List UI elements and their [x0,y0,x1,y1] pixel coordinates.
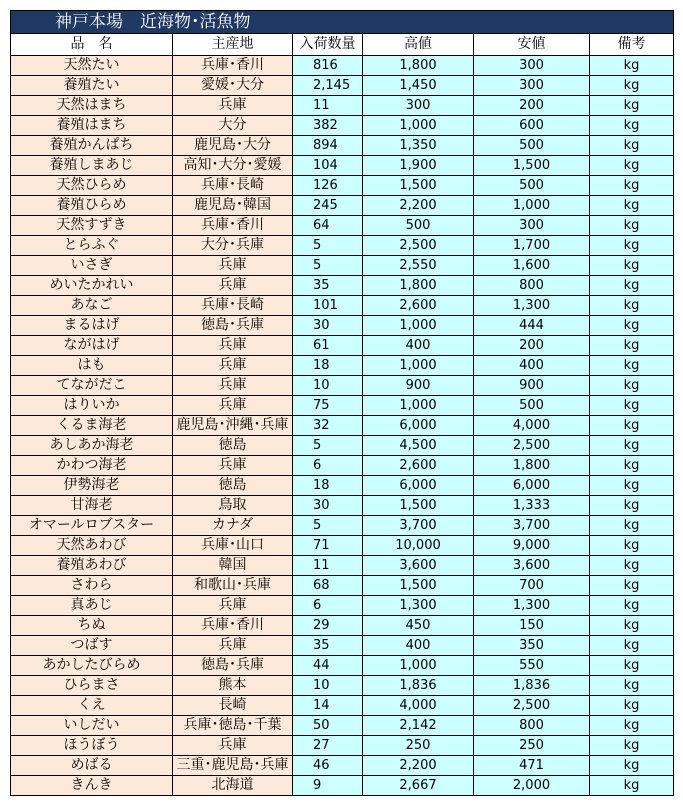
column-header-low-price: 安値 [474,34,590,56]
cell-note: kg [590,196,674,216]
cell-note: kg [590,256,674,276]
cell-low-price: 471 [474,756,590,776]
cell-item-name: はりいか [11,396,173,416]
cell-low-price: 1,836 [474,676,590,696]
table-row [11,556,674,576]
cell-item-name: さわら [11,576,173,596]
cell-high-price: 900 [363,376,474,396]
price-table [10,10,674,796]
cell-high-price: 1,900 [363,156,474,176]
cell-low-price: 1,300 [474,596,590,616]
cell-quantity: 104 [293,156,363,176]
cell-low-price: 3,600 [474,556,590,576]
cell-origin: 徳島･兵庫 [173,316,293,336]
cell-quantity: 5 [293,516,363,536]
cell-note: kg [590,636,674,656]
cell-item-name: 天然ひらめ [11,176,173,196]
cell-high-price: 4,500 [363,436,474,456]
cell-high-price: 6,000 [363,476,474,496]
table-row [11,116,674,136]
cell-quantity: 44 [293,656,363,676]
table-row [11,416,674,436]
cell-origin: 兵庫 [173,376,293,396]
table-row [11,96,674,116]
cell-origin: 兵庫 [173,256,293,276]
cell-high-price: 1,800 [363,56,474,76]
cell-low-price: 500 [474,176,590,196]
cell-high-price: 450 [363,616,474,636]
cell-quantity: 101 [293,296,363,316]
cell-note: kg [590,656,674,676]
cell-low-price: 1,333 [474,496,590,516]
cell-origin: 徳島 [173,436,293,456]
table-row [11,196,674,216]
table-row [11,256,674,276]
table-row [11,376,674,396]
cell-note: kg [590,96,674,116]
cell-quantity: 6 [293,456,363,476]
cell-quantity: 29 [293,616,363,636]
table-header-row [11,34,674,56]
table-row [11,696,674,716]
cell-quantity: 11 [293,556,363,576]
column-header-note: 備考 [590,34,674,56]
cell-origin: 鳥取 [173,496,293,516]
cell-high-price: 6,000 [363,416,474,436]
cell-origin: 徳島 [173,476,293,496]
cell-low-price: 200 [474,96,590,116]
cell-note: kg [590,536,674,556]
cell-note: kg [590,136,674,156]
cell-high-price: 1,500 [363,176,474,196]
cell-item-name: 養殖あわび [11,556,173,576]
cell-note: kg [590,676,674,696]
cell-note: kg [590,516,674,536]
cell-note: kg [590,496,674,516]
cell-note: kg [590,216,674,236]
cell-origin: 韓国 [173,556,293,576]
cell-origin: 兵庫 [173,736,293,756]
cell-low-price: 550 [474,656,590,676]
column-header-high-price: 高値 [363,34,474,56]
cell-note: kg [590,276,674,296]
cell-high-price: 300 [363,96,474,116]
cell-origin: 愛媛･大分 [173,76,293,96]
cell-origin: 兵庫 [173,276,293,296]
table-row [11,456,674,476]
cell-high-price: 2,200 [363,756,474,776]
column-header-item-name: 品 名 [11,34,173,56]
cell-quantity: 816 [293,56,363,76]
table-row [11,576,674,596]
table-row [11,216,674,236]
cell-high-price: 2,600 [363,296,474,316]
table-row [11,76,674,96]
cell-quantity: 10 [293,676,363,696]
cell-note: kg [590,176,674,196]
cell-item-name: てながだこ [11,376,173,396]
cell-note: kg [590,576,674,596]
cell-high-price: 1,836 [363,676,474,696]
cell-origin: 兵庫･徳島･千葉 [173,716,293,736]
cell-high-price: 1,450 [363,76,474,96]
cell-high-price: 3,600 [363,556,474,576]
cell-quantity: 245 [293,196,363,216]
cell-quantity: 18 [293,476,363,496]
cell-quantity: 75 [293,396,363,416]
cell-quantity: 2,145 [293,76,363,96]
cell-high-price: 1,000 [363,656,474,676]
cell-high-price: 400 [363,336,474,356]
cell-item-name: ちぬ [11,616,173,636]
table-row [11,656,674,676]
cell-note: kg [590,696,674,716]
cell-low-price: 9,000 [474,536,590,556]
cell-low-price: 1,500 [474,156,590,176]
cell-high-price: 1,300 [363,596,474,616]
cell-low-price: 500 [474,136,590,156]
table-row [11,616,674,636]
cell-high-price: 2,550 [363,256,474,276]
cell-item-name: 天然すずき [11,216,173,236]
cell-item-name: 養殖たい [11,76,173,96]
cell-quantity: 894 [293,136,363,156]
cell-note: kg [590,776,674,796]
cell-high-price: 250 [363,736,474,756]
table-row [11,596,674,616]
table-row [11,756,674,776]
cell-quantity: 10 [293,376,363,396]
table-row [11,636,674,656]
table-row [11,316,674,336]
cell-origin: 鹿児島･大分 [173,136,293,156]
cell-item-name: まるはげ [11,316,173,336]
cell-origin: 長崎 [173,696,293,716]
table-row [11,516,674,536]
cell-quantity: 5 [293,256,363,276]
cell-origin: 兵庫･長崎 [173,296,293,316]
cell-note: kg [590,356,674,376]
cell-item-name: くるま海老 [11,416,173,436]
cell-low-price: 250 [474,736,590,756]
cell-quantity: 382 [293,116,363,136]
cell-low-price: 1,800 [474,456,590,476]
cell-item-name: つばす [11,636,173,656]
cell-note: kg [590,56,674,76]
cell-high-price: 10,000 [363,536,474,556]
cell-origin: 三重･鹿児島･兵庫 [173,756,293,776]
cell-quantity: 32 [293,416,363,436]
cell-item-name: 養殖はまち [11,116,173,136]
cell-note: kg [590,376,674,396]
cell-high-price: 1,800 [363,276,474,296]
cell-high-price: 1,350 [363,136,474,156]
cell-high-price: 3,700 [363,516,474,536]
cell-note: kg [590,556,674,576]
cell-high-price: 1,000 [363,116,474,136]
cell-origin: 兵庫 [173,636,293,656]
cell-low-price: 400 [474,356,590,376]
cell-note: kg [590,416,674,436]
cell-quantity: 71 [293,536,363,556]
cell-item-name: あしあか海老 [11,436,173,456]
cell-quantity: 6 [293,596,363,616]
table-row [11,676,674,696]
cell-low-price: 800 [474,716,590,736]
cell-note: kg [590,596,674,616]
cell-item-name: ほうぼう [11,736,173,756]
cell-note: kg [590,756,674,776]
cell-origin: 兵庫･山口 [173,536,293,556]
cell-low-price: 300 [474,56,590,76]
cell-quantity: 30 [293,496,363,516]
table-row [11,496,674,516]
table-row [11,176,674,196]
cell-item-name: ながはげ [11,336,173,356]
cell-quantity: 9 [293,776,363,796]
column-header-origin: 主産地 [173,34,293,56]
cell-quantity: 14 [293,696,363,716]
cell-note: kg [590,456,674,476]
cell-item-name: 養殖ひらめ [11,196,173,216]
cell-item-name: ひらまさ [11,676,173,696]
cell-item-name: 伊勢海老 [11,476,173,496]
cell-origin: 兵庫･香川 [173,616,293,636]
cell-origin: 兵庫･長崎 [173,176,293,196]
cell-low-price: 300 [474,216,590,236]
cell-low-price: 300 [474,76,590,96]
cell-origin: 和歌山･兵庫 [173,576,293,596]
cell-origin: 兵庫 [173,356,293,376]
cell-quantity: 11 [293,96,363,116]
cell-note: kg [590,156,674,176]
cell-note: kg [590,316,674,336]
cell-note: kg [590,436,674,456]
cell-item-name: オマールロブスター [11,516,173,536]
cell-high-price: 4,000 [363,696,474,716]
cell-high-price: 1,000 [363,316,474,336]
cell-high-price: 1,500 [363,496,474,516]
cell-origin: 徳島･兵庫 [173,656,293,676]
table-row [11,736,674,756]
table-row [11,476,674,496]
cell-quantity: 18 [293,356,363,376]
cell-low-price: 4,000 [474,416,590,436]
table-row [11,356,674,376]
cell-item-name: かわつ海老 [11,456,173,476]
cell-item-name: 養殖かんぱち [11,136,173,156]
cell-low-price: 2,000 [474,776,590,796]
cell-quantity: 61 [293,336,363,356]
cell-low-price: 350 [474,636,590,656]
cell-quantity: 64 [293,216,363,236]
cell-origin: 兵庫･香川 [173,216,293,236]
cell-high-price: 2,600 [363,456,474,476]
cell-origin: 北海道 [173,776,293,796]
cell-item-name: いしだい [11,716,173,736]
table-row [11,296,674,316]
cell-item-name: 甘海老 [11,496,173,516]
cell-item-name: 天然あわび [11,536,173,556]
cell-low-price: 150 [474,616,590,636]
table-row [11,536,674,556]
cell-high-price: 1,000 [363,396,474,416]
cell-low-price: 3,700 [474,516,590,536]
cell-low-price: 2,500 [474,696,590,716]
cell-origin: 大分 [173,116,293,136]
cell-origin: 兵庫 [173,396,293,416]
cell-origin: 高知･大分･愛媛 [173,156,293,176]
cell-origin: 兵庫 [173,96,293,116]
cell-item-name: はも [11,356,173,376]
cell-quantity: 68 [293,576,363,596]
cell-origin: 大分･兵庫 [173,236,293,256]
table-row [11,716,674,736]
cell-low-price: 6,000 [474,476,590,496]
cell-note: kg [590,476,674,496]
cell-quantity: 5 [293,436,363,456]
cell-item-name: 天然はまち [11,96,173,116]
cell-origin: 兵庫 [173,336,293,356]
cell-low-price: 1,000 [474,196,590,216]
cell-low-price: 444 [474,316,590,336]
cell-quantity: 5 [293,236,363,256]
cell-item-name: いさぎ [11,256,173,276]
table-row [11,776,674,796]
cell-high-price: 2,200 [363,196,474,216]
table-row [11,136,674,156]
cell-origin: 兵庫 [173,596,293,616]
cell-high-price: 2,142 [363,716,474,736]
cell-item-name: あなご [11,296,173,316]
cell-quantity: 35 [293,276,363,296]
cell-high-price: 1,000 [363,356,474,376]
cell-note: kg [590,616,674,636]
cell-origin: 兵庫･香川 [173,56,293,76]
cell-low-price: 200 [474,336,590,356]
cell-item-name: くえ [11,696,173,716]
cell-high-price: 500 [363,216,474,236]
cell-quantity: 46 [293,756,363,776]
cell-note: kg [590,736,674,756]
cell-note: kg [590,716,674,736]
cell-item-name: きんき [11,776,173,796]
cell-origin: 鹿児島･韓国 [173,196,293,216]
cell-item-name: 天然たい [11,56,173,76]
table-row [11,436,674,456]
cell-quantity: 35 [293,636,363,656]
cell-low-price: 600 [474,116,590,136]
cell-note: kg [590,336,674,356]
column-header-quantity: 入荷数量 [293,34,363,56]
cell-item-name: あかしたびらめ [11,656,173,676]
cell-note: kg [590,296,674,316]
cell-item-name: 真あじ [11,596,173,616]
cell-quantity: 50 [293,716,363,736]
cell-note: kg [590,76,674,96]
cell-high-price: 400 [363,636,474,656]
cell-high-price: 1,500 [363,576,474,596]
cell-low-price: 500 [474,396,590,416]
table-body [11,56,674,796]
cell-item-name: めいたかれい [11,276,173,296]
cell-low-price: 1,300 [474,296,590,316]
cell-low-price: 1,700 [474,236,590,256]
table-row [11,156,674,176]
cell-high-price: 2,500 [363,236,474,256]
cell-item-name: めばる [11,756,173,776]
cell-origin: 鹿児島･沖縄･兵庫 [173,416,293,436]
cell-note: kg [590,396,674,416]
cell-item-name: 養殖しまあじ [11,156,173,176]
cell-note: kg [590,116,674,136]
cell-note: kg [590,236,674,256]
cell-low-price: 700 [474,576,590,596]
sheet-title: 神戸本場 近海物･活魚物 [11,11,674,34]
cell-high-price: 2,667 [363,776,474,796]
table-row [11,336,674,356]
table-row [11,276,674,296]
cell-item-name: とらふぐ [11,236,173,256]
cell-quantity: 126 [293,176,363,196]
cell-origin: 熊本 [173,676,293,696]
table-row [11,236,674,256]
cell-low-price: 1,600 [474,256,590,276]
cell-origin: 兵庫 [173,456,293,476]
table-row [11,56,674,76]
cell-quantity: 30 [293,316,363,336]
cell-origin: カナダ [173,516,293,536]
cell-low-price: 900 [474,376,590,396]
cell-low-price: 2,500 [474,436,590,456]
cell-low-price: 800 [474,276,590,296]
cell-quantity: 27 [293,736,363,756]
table-row [11,396,674,416]
